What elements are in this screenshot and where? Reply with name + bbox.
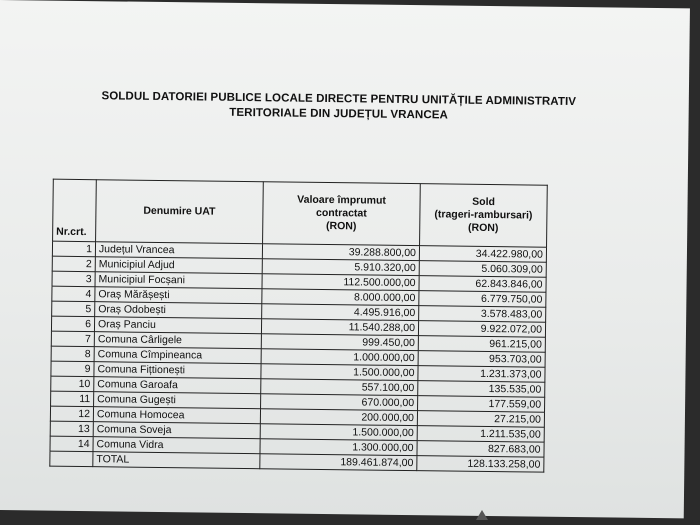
row-value: 39.288.800,00 [262, 244, 419, 261]
document-title [59, 89, 619, 126]
row-sold: 961.215,00 [418, 336, 545, 353]
total-nr-cell [50, 451, 93, 467]
row-sold: 27.215,00 [417, 411, 544, 428]
row-nr: 6 [51, 316, 94, 332]
row-name: Comuna Vidra [93, 437, 260, 454]
header-value-line-3: (RON) [326, 220, 357, 233]
row-sold: 3.578.483,00 [419, 306, 546, 323]
row-sold: 177.559,00 [418, 396, 545, 413]
row-value: 11.540.288,00 [261, 319, 418, 336]
header-value-line-2: contractat [315, 206, 367, 220]
row-value: 670.000,00 [261, 394, 418, 411]
row-value: 5.910.320,00 [262, 259, 419, 276]
row-nr: 10 [51, 376, 94, 392]
row-value: 1.500.000,00 [261, 364, 418, 381]
row-value: 8.000.000,00 [262, 289, 419, 306]
row-name: Oraș Odobești [95, 302, 262, 319]
row-nr: 12 [50, 406, 93, 422]
row-name: Comuna Soveja [93, 422, 260, 439]
row-sold: 1.231.373,00 [418, 366, 545, 383]
row-nr: 1 [52, 241, 95, 257]
row-nr: 9 [51, 361, 94, 377]
row-name: Municipiul Adjud [95, 257, 262, 274]
row-name: Comuna Garoafa [94, 377, 261, 394]
row-sold: 135.535,00 [418, 381, 545, 398]
row-value: 1.000.000,00 [261, 349, 418, 366]
header-sold-line-1: Sold [472, 195, 496, 209]
title-line-2: TERITORIALE DIN JUDEȚUL VRANCEA [229, 106, 449, 122]
row-value: 4.495.916,00 [262, 304, 419, 321]
row-nr: 3 [52, 271, 95, 287]
row-name: Comuna Homocea [93, 407, 260, 424]
row-name: Oraș Panciu [94, 317, 261, 334]
row-sold: 953.703,00 [418, 351, 545, 368]
row-sold: 9.922.072,00 [418, 321, 545, 338]
row-sold: 34.422.980,00 [419, 246, 546, 263]
row-nr: 8 [51, 346, 94, 362]
row-nr: 7 [51, 331, 94, 347]
row-nr: 14 [50, 436, 93, 452]
row-name: Județul Vrancea [95, 242, 262, 259]
row-name: Comuna Cîmpineanca [94, 347, 261, 364]
row-value: 1.300.000,00 [260, 439, 417, 456]
row-nr: 2 [52, 256, 95, 272]
header-sold-line-3: (RON) [468, 221, 499, 235]
header-name: Denumire UAT [96, 180, 264, 244]
row-sold: 827.683,00 [417, 441, 544, 458]
header-nr: Nr.crt. [53, 179, 97, 242]
header-sold-line-2: (trageri-rambursari) [434, 208, 533, 222]
total-value: 189.461.874,00 [260, 454, 417, 471]
row-name: Comuna Fițtionești [94, 362, 261, 379]
row-name: Comuna Gugești [94, 392, 261, 409]
header-value [263, 182, 421, 246]
title-line-1: SOLDUL DATORIEI PUBLICE LOCALE DIRECTE PENTRU UNITĂȚILE ADMINISTRATIV [101, 90, 577, 109]
row-value: 112.500.000,00 [262, 274, 419, 291]
row-sold: 62.843.846,00 [419, 276, 546, 293]
mouse-cursor-icon [476, 510, 488, 520]
table-body [50, 241, 547, 457]
row-value: 1.500.000,00 [260, 424, 417, 441]
header-value-line-1: Valoare împrumut [297, 193, 386, 207]
row-value: 999.450,00 [261, 334, 418, 351]
debt-table [49, 179, 547, 473]
row-sold: 1.211.535,00 [417, 426, 544, 443]
row-sold: 6.779.750,00 [419, 291, 546, 308]
row-name: Municipiul Focșani [95, 272, 262, 289]
row-value: 557.100,00 [261, 379, 418, 396]
row-nr: 5 [52, 301, 95, 317]
header-sold [420, 184, 548, 248]
row-nr: 11 [51, 391, 94, 407]
total-label: TOTAL [93, 452, 260, 469]
row-nr: 13 [50, 421, 93, 437]
row-nr: 4 [52, 286, 95, 302]
table-header-row [53, 179, 548, 247]
row-name: Comuna Cârligele [94, 332, 261, 349]
row-sold: 5.060.309,00 [419, 261, 546, 278]
row-value: 200.000,00 [260, 409, 417, 426]
total-sold: 128.133.258,00 [417, 456, 544, 473]
row-name: Oraș Mărășești [95, 287, 262, 304]
